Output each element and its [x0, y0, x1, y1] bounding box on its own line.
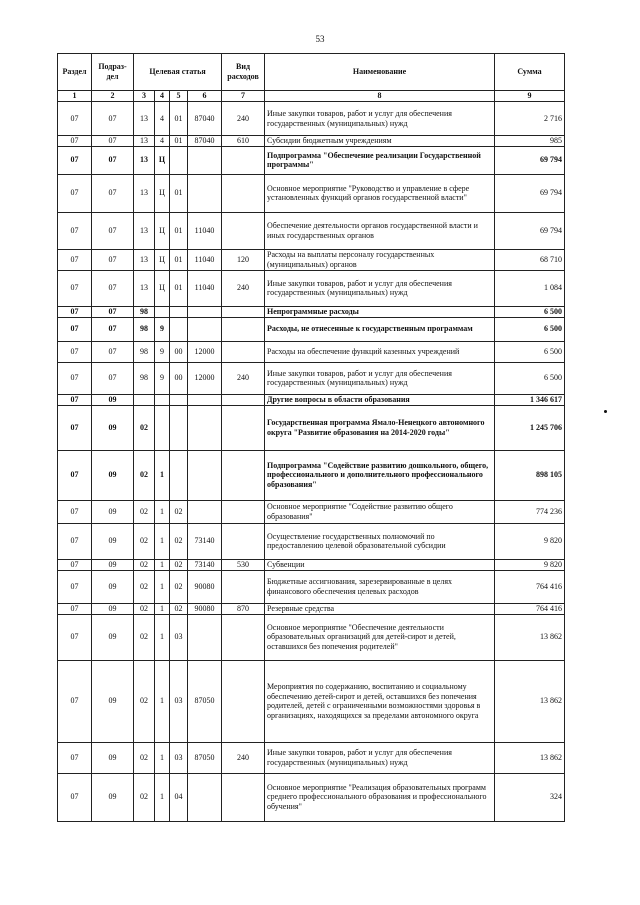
- cell-podrazdel: 09: [92, 614, 134, 660]
- cell-cs4: [188, 773, 222, 821]
- cell-vid: [222, 212, 265, 249]
- scan-mark: [604, 410, 607, 413]
- cell-name: Субвенции: [265, 559, 495, 570]
- cell-name: Иные закупки товаров, работ и услуг для обеспечения государственных (муниципальных) нужд: [265, 742, 495, 773]
- cell-cs4: 11040: [188, 270, 222, 306]
- cell-cs1: 98: [134, 341, 155, 362]
- table-row: [58, 249, 565, 270]
- table-row: [58, 570, 565, 603]
- cell-razdel: 07: [58, 450, 92, 500]
- cell-podrazdel: 07: [92, 102, 134, 136]
- cell-cs2: 1: [155, 614, 170, 660]
- cell-cs3: 03: [170, 742, 188, 773]
- cell-sum: 9 820: [495, 559, 565, 570]
- header-naim: Наименование: [265, 54, 495, 91]
- colnum: 3: [134, 91, 155, 102]
- cell-cs4: 11040: [188, 212, 222, 249]
- cell-vid: [222, 317, 265, 341]
- cell-name: Расходы на выплаты персоналу государственных (муниципальных) органов: [265, 249, 495, 270]
- colnum: 9: [495, 91, 565, 102]
- cell-cs2: Ц: [155, 174, 170, 212]
- cell-cs2: Ц: [155, 249, 170, 270]
- cell-sum: 774 236: [495, 500, 565, 523]
- cell-podrazdel: 09: [92, 500, 134, 523]
- cell-sum: 69 794: [495, 212, 565, 249]
- cell-cs2: 1: [155, 742, 170, 773]
- cell-podrazdel: 09: [92, 559, 134, 570]
- cell-cs3: 02: [170, 500, 188, 523]
- table-row: [58, 450, 565, 500]
- cell-cs1: [134, 394, 155, 405]
- cell-cs3: 02: [170, 559, 188, 570]
- cell-vid: [222, 174, 265, 212]
- cell-vid: [222, 500, 265, 523]
- cell-cs3: 02: [170, 570, 188, 603]
- cell-cs2: [155, 306, 170, 317]
- cell-name: Основное мероприятие "Содействие развитию общего образования": [265, 500, 495, 523]
- cell-vid: 120: [222, 249, 265, 270]
- cell-cs3: 03: [170, 660, 188, 742]
- cell-razdel: 07: [58, 660, 92, 742]
- cell-razdel: 07: [58, 212, 92, 249]
- cell-cs2: 1: [155, 500, 170, 523]
- cell-podrazdel: 07: [92, 136, 134, 147]
- cell-vid: 240: [222, 270, 265, 306]
- cell-cs1: 13: [134, 212, 155, 249]
- table-row: [58, 362, 565, 394]
- cell-sum: 985: [495, 136, 565, 147]
- cell-razdel: 07: [58, 249, 92, 270]
- cell-sum: 2 716: [495, 102, 565, 136]
- cell-podrazdel: 07: [92, 317, 134, 341]
- cell-cs4: [188, 174, 222, 212]
- cell-razdel: 07: [58, 405, 92, 450]
- cell-cs2: 9: [155, 341, 170, 362]
- cell-cs4: [188, 405, 222, 450]
- cell-cs1: 13: [134, 102, 155, 136]
- cell-cs2: 1: [155, 603, 170, 614]
- cell-cs4: 12000: [188, 341, 222, 362]
- table-row: [58, 660, 565, 742]
- table-row: [58, 614, 565, 660]
- cell-cs1: 13: [134, 270, 155, 306]
- cell-cs2: 4: [155, 102, 170, 136]
- cell-cs1: 98: [134, 362, 155, 394]
- cell-podrazdel: 09: [92, 603, 134, 614]
- cell-sum: 764 416: [495, 603, 565, 614]
- cell-cs2: Ц: [155, 212, 170, 249]
- cell-vid: 870: [222, 603, 265, 614]
- table-row: [58, 102, 565, 136]
- cell-cs3: 00: [170, 341, 188, 362]
- colnum: 5: [170, 91, 188, 102]
- cell-podrazdel: 07: [92, 249, 134, 270]
- cell-cs2: Ц: [155, 146, 170, 174]
- cell-name: Резервные средства: [265, 603, 495, 614]
- header-podrazdel: [92, 54, 134, 91]
- cell-sum: 6 500: [495, 341, 565, 362]
- cell-cs1: 02: [134, 614, 155, 660]
- colnum: 4: [155, 91, 170, 102]
- table-body: [58, 102, 565, 822]
- cell-podrazdel: 09: [92, 660, 134, 742]
- cell-vid: [222, 773, 265, 821]
- table-row: [58, 270, 565, 306]
- cell-podrazdel: 09: [92, 773, 134, 821]
- cell-sum: 324: [495, 773, 565, 821]
- cell-cs4: 90080: [188, 603, 222, 614]
- cell-sum: 13 862: [495, 660, 565, 742]
- table-row: [58, 341, 565, 362]
- cell-cs4: 12000: [188, 362, 222, 394]
- cell-sum: 6 500: [495, 362, 565, 394]
- cell-name: Обеспечение деятельности органов государственной власти и иных государственных органов: [265, 212, 495, 249]
- cell-cs1: 13: [134, 146, 155, 174]
- cell-cs2: [155, 394, 170, 405]
- cell-cs3: [170, 306, 188, 317]
- cell-sum: 1 084: [495, 270, 565, 306]
- cell-podrazdel: 07: [92, 146, 134, 174]
- cell-cs3: 01: [170, 102, 188, 136]
- cell-razdel: 07: [58, 362, 92, 394]
- cell-razdel: 07: [58, 306, 92, 317]
- cell-cs2: 1: [155, 773, 170, 821]
- colnum: 8: [265, 91, 495, 102]
- cell-cs2: Ц: [155, 270, 170, 306]
- cell-name: Расходы на обеспечение функций казенных учреждений: [265, 341, 495, 362]
- cell-podrazdel: 07: [92, 306, 134, 317]
- table-row: [58, 742, 565, 773]
- cell-sum: 69 794: [495, 146, 565, 174]
- cell-cs4: 87040: [188, 102, 222, 136]
- cell-cs2: 1: [155, 570, 170, 603]
- cell-cs1: 02: [134, 500, 155, 523]
- cell-cs2: 1: [155, 559, 170, 570]
- cell-sum: 6 500: [495, 306, 565, 317]
- cell-sum: 6 500: [495, 317, 565, 341]
- cell-podrazdel: 09: [92, 523, 134, 559]
- cell-cs3: 01: [170, 270, 188, 306]
- cell-vid: [222, 146, 265, 174]
- cell-cs1: 02: [134, 559, 155, 570]
- table-row: [58, 523, 565, 559]
- cell-razdel: 07: [58, 341, 92, 362]
- cell-cs4: 73140: [188, 559, 222, 570]
- cell-cs4: 11040: [188, 249, 222, 270]
- cell-vid: [222, 570, 265, 603]
- cell-vid: [222, 614, 265, 660]
- page-number: 53: [315, 34, 325, 44]
- cell-podrazdel: 07: [92, 362, 134, 394]
- cell-vid: [222, 450, 265, 500]
- cell-cs1: 13: [134, 174, 155, 212]
- cell-name: Расходы, не отнесенные к государственным программам: [265, 317, 495, 341]
- colnum: 1: [58, 91, 92, 102]
- cell-razdel: 07: [58, 270, 92, 306]
- cell-cs4: [188, 146, 222, 174]
- header-razdel: Раздел: [58, 54, 92, 91]
- cell-razdel: 07: [58, 146, 92, 174]
- cell-cs4: [188, 614, 222, 660]
- cell-podrazdel: 09: [92, 742, 134, 773]
- cell-razdel: 07: [58, 742, 92, 773]
- header-vid-text: Вид расходов: [227, 62, 259, 81]
- cell-sum: 764 416: [495, 570, 565, 603]
- cell-vid: [222, 394, 265, 405]
- cell-sum: 69 794: [495, 174, 565, 212]
- cell-cs1: 02: [134, 660, 155, 742]
- cell-cs1: 02: [134, 742, 155, 773]
- cell-cs4: 73140: [188, 523, 222, 559]
- header-celevaya: Целевая статья: [134, 54, 222, 91]
- cell-cs2: 9: [155, 317, 170, 341]
- cell-sum: 898 105: [495, 450, 565, 500]
- cell-cs4: 87040: [188, 136, 222, 147]
- cell-cs4: [188, 450, 222, 500]
- header-row: [58, 54, 565, 91]
- cell-name: Государственная программа Ямало-Ненецкого автономного округа "Развитие образования на 2014-2020 годы": [265, 405, 495, 450]
- cell-cs3: 01: [170, 136, 188, 147]
- cell-vid: [222, 405, 265, 450]
- cell-cs3: 01: [170, 212, 188, 249]
- cell-sum: 1 245 706: [495, 405, 565, 450]
- cell-cs3: [170, 450, 188, 500]
- cell-podrazdel: 07: [92, 270, 134, 306]
- cell-name: Мероприятия по содержанию, воспитанию и социальному обеспечению детей-сирот и детей, оставшихся без попечения родителей, детей с ограниченными возможностями здоровья в организациях, находящихся за пределами автономного округа: [265, 660, 495, 742]
- cell-sum: 13 862: [495, 742, 565, 773]
- cell-podrazdel: 09: [92, 405, 134, 450]
- header-podrazdel-text: Подраз- дел: [98, 62, 127, 81]
- cell-sum: 9 820: [495, 523, 565, 559]
- cell-vid: 240: [222, 102, 265, 136]
- cell-name: Основное мероприятие "Обеспечение деятельности образовательных организаций для детей-сирот и детей, оставшихся без попечения родителей": [265, 614, 495, 660]
- cell-cs3: 02: [170, 603, 188, 614]
- cell-cs1: 13: [134, 249, 155, 270]
- cell-podrazdel: 09: [92, 570, 134, 603]
- header-summa: Сумма: [495, 54, 565, 91]
- cell-razdel: 07: [58, 559, 92, 570]
- column-number-row: [58, 91, 565, 102]
- cell-cs1: 02: [134, 570, 155, 603]
- table-row: [58, 405, 565, 450]
- table-row: [58, 174, 565, 212]
- table-row: [58, 500, 565, 523]
- cell-vid: 240: [222, 362, 265, 394]
- cell-razdel: 07: [58, 174, 92, 212]
- cell-cs3: 00: [170, 362, 188, 394]
- cell-cs3: 04: [170, 773, 188, 821]
- cell-cs1: 02: [134, 450, 155, 500]
- cell-cs4: [188, 306, 222, 317]
- cell-cs3: 01: [170, 174, 188, 212]
- cell-razdel: 07: [58, 614, 92, 660]
- cell-cs1: 02: [134, 405, 155, 450]
- cell-name: Подпрограмма "Обеспечение реализации Государственной программы": [265, 146, 495, 174]
- cell-podrazdel: 09: [92, 450, 134, 500]
- cell-vid: [222, 306, 265, 317]
- table-row: [58, 773, 565, 821]
- cell-razdel: 07: [58, 603, 92, 614]
- cell-vid: [222, 341, 265, 362]
- cell-name: Субсидии бюджетным учреждениям: [265, 136, 495, 147]
- header-vid: [222, 54, 265, 91]
- table-row: [58, 317, 565, 341]
- cell-name: Непрограммные расходы: [265, 306, 495, 317]
- colnum: 2: [92, 91, 134, 102]
- cell-cs3: 02: [170, 523, 188, 559]
- cell-cs4: [188, 394, 222, 405]
- cell-cs4: 90080: [188, 570, 222, 603]
- cell-vid: 610: [222, 136, 265, 147]
- cell-cs2: 9: [155, 362, 170, 394]
- cell-podrazdel: 07: [92, 212, 134, 249]
- colnum: 7: [222, 91, 265, 102]
- colnum: 6: [188, 91, 222, 102]
- cell-cs2: 1: [155, 450, 170, 500]
- cell-razdel: 07: [58, 136, 92, 147]
- cell-cs4: [188, 500, 222, 523]
- cell-vid: [222, 660, 265, 742]
- cell-razdel: 07: [58, 317, 92, 341]
- cell-name: Основное мероприятие "Реализация образовательных программ среднего профессионального образования и профессионального обучения": [265, 773, 495, 821]
- cell-podrazdel: 09: [92, 394, 134, 405]
- cell-podrazdel: 07: [92, 341, 134, 362]
- cell-cs1: 13: [134, 136, 155, 147]
- cell-cs4: 87050: [188, 660, 222, 742]
- cell-cs3: 03: [170, 614, 188, 660]
- table-row: [58, 559, 565, 570]
- cell-cs1: 98: [134, 306, 155, 317]
- cell-cs2: 1: [155, 660, 170, 742]
- cell-razdel: 07: [58, 500, 92, 523]
- cell-cs3: 01: [170, 249, 188, 270]
- cell-name: Иные закупки товаров, работ и услуг для обеспечения государственных (муниципальных) нужд: [265, 102, 495, 136]
- cell-name: Другие вопросы в области образования: [265, 394, 495, 405]
- cell-cs3: [170, 405, 188, 450]
- cell-cs2: [155, 405, 170, 450]
- cell-name: Осуществление государственных полномочий по предоставлению целевой образовательной субсидии: [265, 523, 495, 559]
- cell-podrazdel: 07: [92, 174, 134, 212]
- table-row: [58, 306, 565, 317]
- cell-sum: 1 346 617: [495, 394, 565, 405]
- cell-cs2: 4: [155, 136, 170, 147]
- cell-name: Основное мероприятие "Руководство и управление в сфере установленных функций органов государственной власти": [265, 174, 495, 212]
- cell-cs3: [170, 146, 188, 174]
- cell-cs1: 98: [134, 317, 155, 341]
- cell-razdel: 07: [58, 102, 92, 136]
- cell-cs1: 02: [134, 523, 155, 559]
- cell-razdel: 07: [58, 773, 92, 821]
- cell-sum: 13 862: [495, 614, 565, 660]
- cell-name: Иные закупки товаров, работ и услуг для обеспечения государственных (муниципальных) нужд: [265, 362, 495, 394]
- table-row: [58, 603, 565, 614]
- cell-cs1: 02: [134, 773, 155, 821]
- cell-cs1: 02: [134, 603, 155, 614]
- cell-razdel: 07: [58, 394, 92, 405]
- table-row: [58, 212, 565, 249]
- cell-cs3: [170, 394, 188, 405]
- cell-razdel: 07: [58, 570, 92, 603]
- cell-sum: 68 710: [495, 249, 565, 270]
- cell-cs3: [170, 317, 188, 341]
- table-row: [58, 394, 565, 405]
- table-row: [58, 146, 565, 174]
- cell-name: Подпрограмма "Содействие развитию дошкольного, общего, профессионального и дополнительного профессионального образования": [265, 450, 495, 500]
- cell-razdel: 07: [58, 523, 92, 559]
- cell-cs4: 87050: [188, 742, 222, 773]
- cell-cs2: 1: [155, 523, 170, 559]
- cell-name: Иные закупки товаров, работ и услуг для обеспечения государственных (муниципальных) нужд: [265, 270, 495, 306]
- budget-table: [57, 53, 565, 822]
- cell-vid: 240: [222, 742, 265, 773]
- table-row: [58, 136, 565, 147]
- cell-vid: 530: [222, 559, 265, 570]
- cell-vid: [222, 523, 265, 559]
- cell-cs4: [188, 317, 222, 341]
- cell-name: Бюджетные ассигнования, зарезервированные в целях финансового обеспечения целевых расходов: [265, 570, 495, 603]
